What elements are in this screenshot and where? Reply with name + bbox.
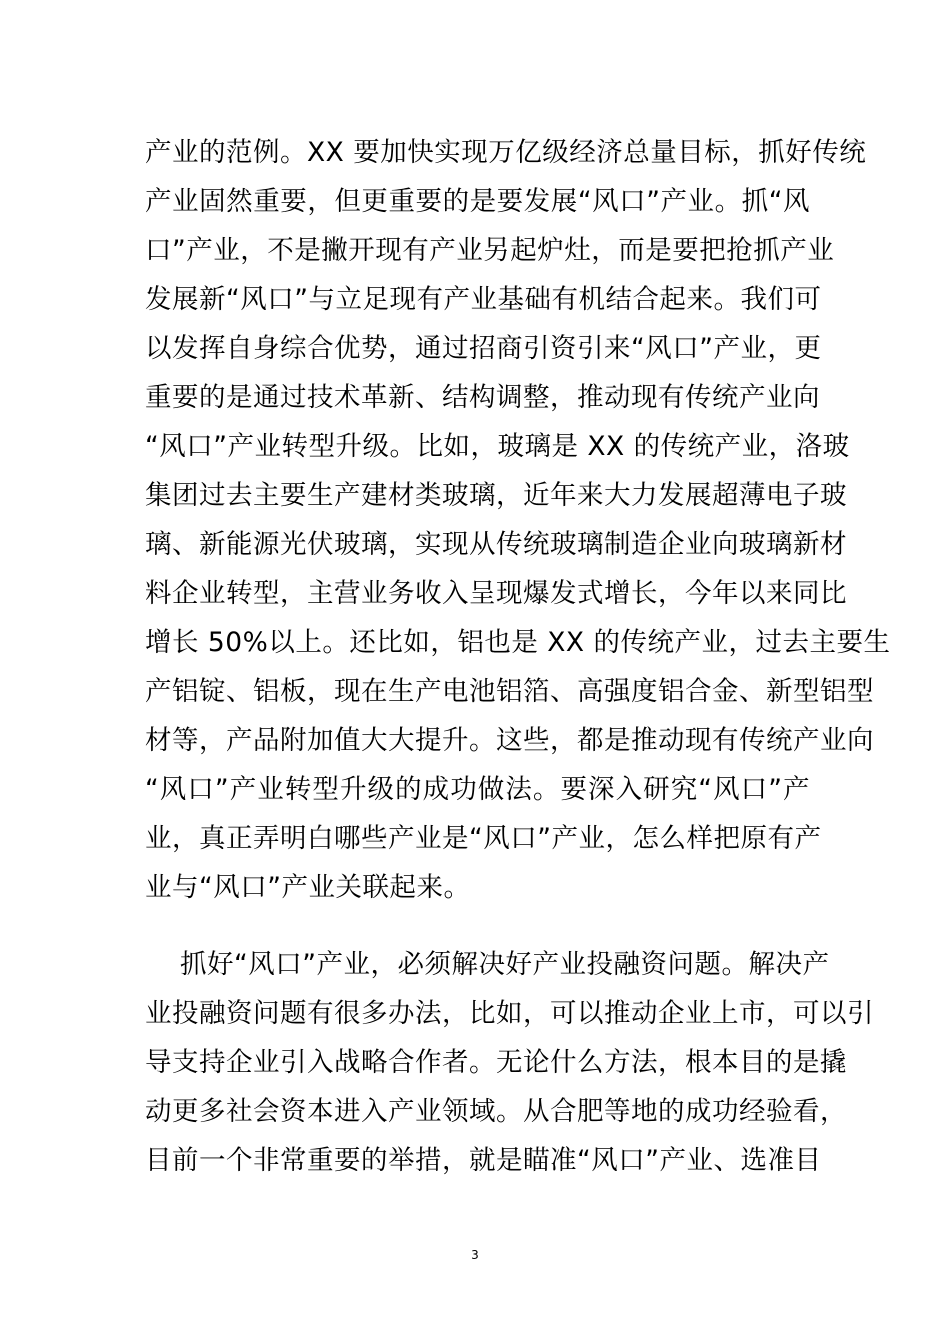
paragraph-2 xyxy=(145,940,874,1185)
text-line: 抓好“风口”产业，必须解决好产业投融资问题。解决产 xyxy=(180,949,830,980)
text-line: 产业固然重要，但更重要的是要发展“风口”产业。抓“风 xyxy=(145,186,810,217)
text-line: 重要的是通过技术革新、结构调整，推动现有传统产业向 xyxy=(145,382,820,413)
paragraph-spacer xyxy=(145,912,810,940)
text-line: 业投融资问题有很多办法，比如，可以推动企业上市，可以引 xyxy=(145,998,874,1029)
text-line: 口”产业，不是撇开现有产业另起炉灶，而是要把抢抓产业 xyxy=(145,235,835,266)
page-number: 3 xyxy=(471,1248,479,1262)
text-line: 目前一个非常重要的举措，就是瞄准“风口”产业、选准目 xyxy=(145,1145,822,1176)
text-line: 业，真正弄明白哪些产业是“风口”产业，怎么样把原有产 xyxy=(145,823,822,854)
text-line: 业与“风口”产业关联起来。 xyxy=(145,872,471,903)
paragraph-1 xyxy=(145,128,891,912)
text-line: 璃、新能源光伏玻璃，实现从传统玻璃制造企业向玻璃新材 xyxy=(145,529,847,560)
text-line: 材等，产品附加值大大提升。这些，都是推动现有传统产业向 xyxy=(145,725,874,756)
text-line: 发展新“风口”与立足现有产业基础有机结合起来。我们可 xyxy=(145,284,822,315)
text-line: “风口”产业转型升级的成功做法。要深入研究“风口”产 xyxy=(145,774,810,805)
text-line: “风口”产业转型升级。比如，玻璃是 XX 的传统产业，洛玻 xyxy=(145,431,850,462)
text-line: 动更多社会资本进入产业领域。从合肥等地的成功经验看， xyxy=(145,1096,847,1127)
text-line: 产业的范例。XX 要加快实现万亿级经济总量目标，抓好传统 xyxy=(145,137,867,168)
text-line: 增长 50%以上。还比如，铝也是 XX 的传统产业，过去主要生 xyxy=(145,627,891,658)
text-line: 集团过去主要生产建材类玻璃，近年来大力发展超薄电子玻 xyxy=(145,480,847,511)
text-line: 产铝锭、铝板，现在生产电池铝箔、高强度铝合金、新型铝型 xyxy=(145,676,874,707)
document-body xyxy=(145,128,891,1185)
text-line: 导支持企业引入战略合作者。无论什么方法，根本目的是撬 xyxy=(145,1047,847,1078)
text-line: 料企业转型，主营业务收入呈现爆发式增长，今年以来同比 xyxy=(145,578,847,609)
text-line: 以发挥自身综合优势，通过招商引资引来“风口”产业，更 xyxy=(145,333,822,364)
